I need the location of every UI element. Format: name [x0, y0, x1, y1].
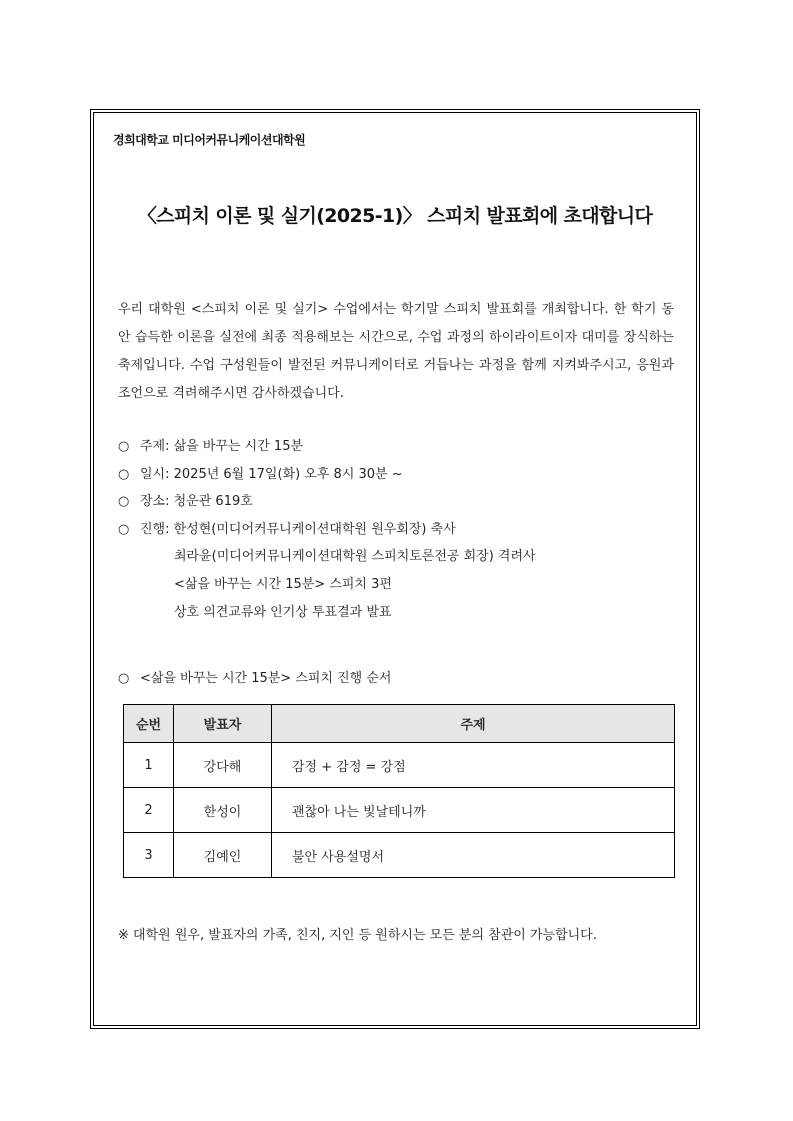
cell-topic: 감정 + 감정 = 강점	[272, 743, 675, 788]
cell-speaker: 김예인	[174, 833, 272, 878]
bullet-circle-icon: ○	[118, 494, 130, 510]
detail-topic-text: 주제: 삶을 바꾸는 시간 15분	[140, 439, 304, 454]
order-title-text: <삶을 바꾸는 시간 15분> 스피치 진행 순서	[140, 671, 392, 686]
table-row	[124, 788, 675, 833]
organization-name: 경희대학교 미디어커뮤니케이션대학원	[113, 133, 306, 147]
cell-speaker: 한성이	[174, 788, 272, 833]
cell-no: 1	[124, 743, 174, 788]
table-header-row	[124, 705, 675, 743]
speaker-order-table	[123, 704, 675, 878]
bullet-circle-icon: ○	[118, 671, 130, 686]
order-section-title	[118, 667, 392, 686]
detail-place-text: 장소: 청운관 619호	[140, 494, 253, 510]
cell-topic: 괜찮아 나는 빛날테니까	[272, 788, 675, 833]
column-header-topic: 주제	[272, 705, 675, 743]
column-header-no: 순번	[124, 705, 174, 743]
detail-datetime-text: 일시: 2025년 6월 17일(화) 오후 8시 30분 ~	[140, 466, 403, 482]
detail-topic	[118, 433, 536, 461]
attendance-note: ※ 대학원 원우, 발표자의 가족, 친지, 지인 등 원하시는 모든 분의 참관이 가능합니다.	[118, 928, 597, 943]
event-details	[118, 433, 536, 626]
detail-place	[118, 488, 536, 516]
cell-topic: 불안 사용설명서	[272, 833, 675, 878]
cell-no: 3	[124, 833, 174, 878]
column-header-speaker: 발표자	[174, 705, 272, 743]
bullet-circle-icon: ○	[118, 439, 130, 454]
detail-datetime	[118, 461, 536, 489]
table-row	[124, 833, 675, 878]
detail-program	[118, 516, 536, 544]
intro-text: 우리 대학원 <스피치 이론 및 실기> 수업에서는 학기말 스피치 발표회를 개최합니다. 한 학기 동안 습득한 이론을 실전에 최종 적용해보는 시간으로, 수업 과정의 하이라이트이자 대미를 장식하는 축제입니다. 수업 구성원들이 발전된 커뮤니케이터로 거듭나는 과정을 함께 지켜봐주시고, 응원과 조언으로 격려해주시면 감사하겠습니다.	[118, 302, 674, 401]
cell-no: 2	[124, 788, 174, 833]
bullet-circle-icon: ○	[118, 466, 130, 482]
cell-speaker: 강다해	[174, 743, 272, 788]
program-line: <삶을 바꾸는 시간 15분> 스피치 3편	[174, 576, 392, 592]
page-title: 〈스피치 이론 및 실기(2025-1)〉 스피치 발표회에 초대합니다	[137, 205, 653, 227]
bullet-circle-icon: ○	[118, 521, 130, 537]
program-line: 상호 의견교류와 인기상 투표결과 발표	[174, 604, 392, 620]
program-line: 진행: 한성현(미디어커뮤니케이션대학원 원우회장) 축사	[140, 521, 456, 537]
intro-paragraph	[118, 296, 674, 408]
table-row	[124, 743, 675, 788]
program-line: 최라윤(미디어커뮤니케이션대학원 스피치토론전공 회장) 격려사	[174, 549, 536, 565]
